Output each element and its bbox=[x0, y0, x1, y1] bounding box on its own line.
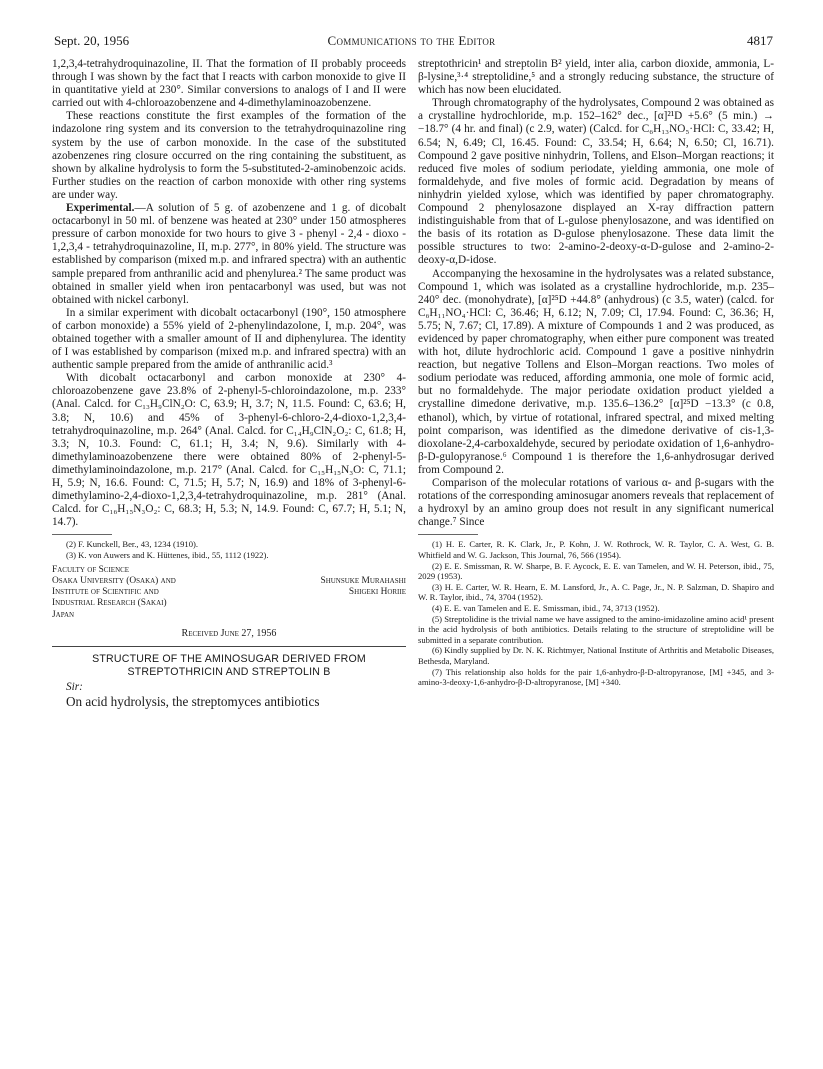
article-title: STRUCTURE OF THE AMINOSUGAR DERIVED FROM STREPTOTHRICIN AND STREPTOLIN B bbox=[92, 653, 366, 678]
opening-paragraph: On acid hydrolysis, the streptomyces antibiotics bbox=[66, 694, 320, 710]
experimental-paragraph bbox=[52, 202, 406, 307]
footnote: (5) Streptolidine is the trivial name we have assigned to the amino-imidazoline amino acid¹ present in the acid hydrolysis of both antibiotics. Details relating to the structure of streptolidine will be submitted in a separate contribution. bbox=[418, 613, 774, 645]
article-divider bbox=[52, 646, 406, 647]
footnote: (3) K. von Auwers and K. Hüttenes, ibid., 55, 1112 (1922). bbox=[66, 549, 269, 560]
footnote: (2) E. E. Smissman, R. W. Sharpe, B. F. Aycock, E. E. van Tamelen, and W. H. Peterson, ibid., 75, 2029 (1953). bbox=[418, 560, 774, 582]
footnote-divider bbox=[418, 534, 478, 535]
experimental-heading: Experimental. bbox=[66, 202, 135, 215]
footnote: (4) E. E. van Tamelen and E. E. Smissman, ibid., 74, 3713 (1952). bbox=[432, 602, 660, 613]
paragraph: 1,2,3,4-tetrahydroquinazoline, II. That the formation of II probably proceeds through I was shown by the fact that I reacts with carbon monoxide to give II in quantitative yield at 230°. Similar conversions to analogs of I and II were carried out with 4-chloroazobenzene and 4-dimethylaminoazobenzene. bbox=[52, 58, 406, 110]
salutation: Sir: bbox=[66, 681, 83, 694]
header-date: Sept. 20, 1956 bbox=[54, 33, 130, 48]
left-column bbox=[52, 58, 406, 710]
paragraph: Comparison of the molecular rotations of various α- and β-sugars with the rotations of the corresponding aminosugar anomers reveals that replacement of a hydroxyl by an amino group does not result in any significant numerical change.⁷ Since bbox=[418, 477, 774, 529]
right-column bbox=[418, 58, 774, 688]
footnote: (6) Kindly supplied by Dr. N. K. Richtmyer, National Institute of Arthritis and Metabolic Diseases, Bethesda, Maryland. bbox=[418, 645, 774, 666]
paragraph: These reactions constitute the first examples of the formation of the indazolone ring system and its conversion to the tetrahydroquinazoline ring system by the use of carbon monoxide. In the case of the substituted azobenzenes ring closure occurred on the ring containing the substituent, as shown by alkaline hydrolysis to form the 5-substituted-2-aminobenzoic acids. Further studies on the reaction of carbon monoxide with other ring systems are under way. bbox=[52, 110, 406, 201]
header-section-title: Communications to the Editor bbox=[327, 33, 496, 48]
author-affiliation bbox=[52, 565, 406, 621]
author-name: Shigeki Horiie bbox=[348, 587, 406, 598]
paragraph: streptothricin¹ and streptolin B² yield, inter alia, carbon dioxide, ammonia, L-β-lysine,³·⁴ streptolidine,⁵ and a strongly reducing substance, the structure of which has now been elucidated. bbox=[418, 58, 774, 97]
affiliation-line: Faculty of Science bbox=[52, 564, 130, 575]
affiliation-line: Japan bbox=[52, 609, 75, 620]
footnote: (2) F. Kunckell, Ber., 43, 1234 (1910). bbox=[66, 539, 199, 550]
footnote: (3) H. E. Carter, W. R. Hearn, E. M. Lansford, Jr., A. C. Page, Jr., N. P. Salzman, D. Shapiro and W. R. Taylor, ibid., 74, 3704 (1952). bbox=[418, 581, 774, 603]
page-number: 4817 bbox=[747, 33, 773, 48]
received-date: Received June 27, 1956 bbox=[181, 628, 277, 640]
paragraph: Accompanying the hexosamine in the hydrolysates was a related substance, Compound 1, which was isolated as a crystalline hydrochloride, m.p. 235–240° dec. (monohydrate), [α]²⁵D +44.8° (anhydrous) (c 3.5, water) (calcd. for C₆H₁₁NO₄·HCl: C, 36.46; H, 6.12; N, 7.09; Cl, 17.94. Found: C, 36.36; H, 5.75; N, 7.67; Cl, 17.89). A mixture of Compounds 1 and 2 was produced, as evidenced by paper chromatography, when either pure component was treated with hot, dilute hydrochloric acid. Compound 1 gave a positive ninhydrin reaction, but negative Tollens and Elson–Morgan reactions. Two moles of sodium periodate was reduced, affording ammonia, one mole of formic acid, but no formaldehyde. The major periodate oxidation product yielded a crystalline dimedone derivative, m.p. 135.6–136.2° [α]²⁵D −13.3° (c 0.8, ethanol), which, by virtue of rotational, infrared spectral, and mixed melting point comparison, was identified as the dimedone derivative of cis-1,3-dioxolane-2,4-carboxaldehyde, secured by periodate oxidation of 1,6-anhydro-β-D-gulopyranose.⁶ Compound 1 is therefore the 1,6-anhydrosugar derived from Compound 2. bbox=[418, 267, 774, 476]
footnote: (1) H. E. Carter, R. K. Clark, Jr., P. Kohn, J. W. Rothrock, W. R. Taylor, C. A. West, G. B. Whitfield and W. G. Jackson, This Journal, 76, 566 (1954). bbox=[418, 539, 774, 560]
footnote: (7) This relationship also holds for the pair 1,6-anhydro-β-D-altropyranose, [M] +345, and 3-amino-3-deoxy-1,6-anhydro-β-D-altropyranose, [M] +340. bbox=[418, 666, 774, 688]
footnote-divider bbox=[52, 534, 112, 535]
experimental-text: —A solution of 5 g. of azobenzene and 1 g. of dicobalt octacarbonyl in 50 ml. of benzene was heated at 230° under 150 atmospheres pressure of carbon monoxide for two hours to give 3 - phenyl - 2,4 - dioxo - 1,2,3,4 - tetrahydroquinazoline, II, m.p. 277°, in 80% yield. The structure was established by comparison (mixed m.p. and infrared spectra) with an authentic sample prepared from anthranilic acid and phenylurea.² The same product was obtained in smaller yield when iron pentacarbonyl was used, but was not obtained with nickel carbonyl. bbox=[52, 202, 406, 306]
author-name: Shunsuke Murahashi bbox=[320, 575, 406, 586]
affiliation-line: Institute of Scientific and bbox=[52, 587, 159, 598]
paragraph: Through chromatography of the hydrolysates, Compound 2 was obtained as a crystalline hydrochloride, m.p. 152–162° dec., [α]²¹D +5.6° (5 min.) → −18.7° (4 hr. and final) (c 2.9, water) (Calcd. for C₆H₁₃NO₅·HCl: C, 33.42; H, 6.54; N, 6.49; Cl, 16.45. Found: C, 33.54; H, 6.64; N, 6.50; Cl, 16.71). Compound 2 gave positive ninhydrin, Tollens, and Elson–Morgan reactions; it reduced five moles of sodium periodate, yielding ammonia, one mole of formaldehyde, and five moles of formic acid. Degradation by means of ninhydrin yielded xylose, which was identified by paper chromatography. Compound 2 phenylosazone displayed an X-ray diffraction pattern indistinguishable from that of L-gulose phenylosazone, and was identified on the basis of its rotation as D-gulose phenylosazone. These data limit the possible structures to two: 2-amino-2-deoxy-α-D-gulose and 2-amino-2-deoxy-α,D-idose. bbox=[418, 97, 774, 267]
affiliation-line: Industrial Research (Sakai) bbox=[52, 598, 167, 609]
paragraph: In a similar experiment with dicobalt octacarbonyl (190°, 150 atmosphere of carbon monoxide) a 55% yield of 2-phenylindazolone, I, m.p. 204°, was obtained together with a smaller amount of II and diphenylurea. The identity of I was established by comparison (mixed m.p. and infrared spectra) with an authentic sample prepared from the amide of anthranilic acid.³ bbox=[52, 306, 406, 372]
paragraph: With dicobalt octacarbonyl and carbon monoxide at 230° 4-chloroazobenzene gave 23.8% of 2-phenyl-5-chloroindazolone, m.p. 233° (Anal. Calcd. for C₁₃H₉ClN₂O: C, 63.9; H, 3.7; N, 11.5. Found: C, 63.6; H, 3.8; N, 10.6) and 45% of 3-phenyl-6-chloro-2,4-dioxo-1,2,3,4-tetrahydroquinazoline, m.p. 264° (Anal. Calcd. for C₁₄H₉ClN₂O₂: C, 61.8; H, 3.3; N, 10.3. Found: C, 61.1; H, 3.4; N, 9.6). Similarly with 4-dimethylaminoazobenzene there were obtained 80% of 2-phenyl-5-dimethylaminoindazolone, m.p. 217° (Anal. Calcd. for C₁₅H₁₅N₃O: C, 71.1; H, 5.9; N, 16.6. Found: C, 71.5; H, 5.7; N, 16.9) and 18% of 3-phenyl-6-dimethylamino-2,4-dioxo-1,2,3,4-tetrahydroquinazoline, m.p. 281° (Anal. Calcd. for C₁₆H₁₅N₃O₂: C, 68.3; H, 5.3; N, 14.9. Found: C, 67.7; H, 5.1; N, 14.7). bbox=[52, 372, 406, 529]
affiliation-line: Osaka University (Osaka) and bbox=[52, 575, 176, 586]
